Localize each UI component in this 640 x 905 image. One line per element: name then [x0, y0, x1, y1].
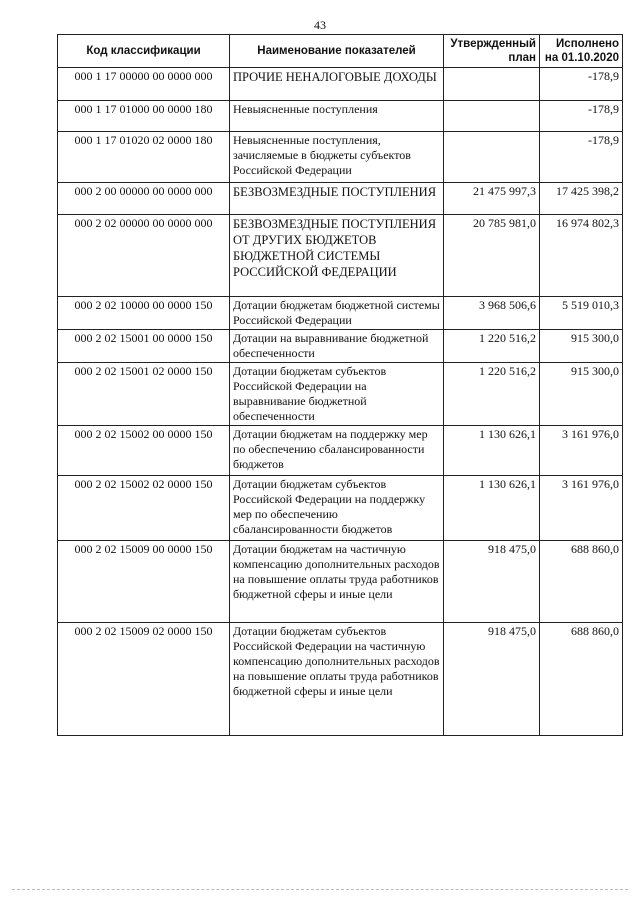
code-cell: 000 2 02 15001 00 0000 150	[58, 330, 230, 363]
name-cell: Невыясненные поступления	[230, 101, 444, 132]
fact-cell: 915 300,0	[540, 330, 623, 363]
plan-cell	[444, 68, 540, 101]
table-row	[58, 101, 623, 132]
fact-cell: 17 425 398,2	[540, 183, 623, 215]
fact-cell: 688 860,0	[540, 623, 623, 736]
fact-cell: 915 300,0	[540, 363, 623, 426]
plan-cell: 1 130 626,1	[444, 426, 540, 476]
header-plan	[444, 35, 540, 68]
plan-cell: 3 968 506,6	[444, 297, 540, 330]
table-row	[58, 215, 623, 297]
fact-cell: -178,9	[540, 132, 623, 183]
name-cell: Дотации бюджетам субъектов Российской Федерации на частичную компенсацию дополнительных расходов на повышение оплаты труда работников бюджетной сферы и иные цели	[230, 623, 444, 736]
plan-cell	[444, 101, 540, 132]
table-row	[58, 297, 623, 330]
table-header-row	[58, 35, 623, 68]
fact-cell: 688 860,0	[540, 541, 623, 623]
fact-cell: 16 974 802,3	[540, 215, 623, 297]
code-cell: 000 2 02 15002 02 0000 150	[58, 476, 230, 541]
plan-cell	[444, 132, 540, 183]
code-cell: 000 1 17 01020 02 0000 180	[58, 132, 230, 183]
name-cell: БЕЗВОЗМЕЗДНЫЕ ПОСТУПЛЕНИЯ	[230, 183, 444, 215]
table-row	[58, 132, 623, 183]
plan-cell: 918 475,0	[444, 541, 540, 623]
name-cell: БЕЗВОЗМЕЗДНЫЕ ПОСТУПЛЕНИЯ ОТ ДРУГИХ БЮДЖЕТОВ БЮДЖЕТНОЙ СИСТЕМЫ РОССИЙСКОЙ ФЕДЕРАЦИИ	[230, 215, 444, 297]
table-row	[58, 426, 623, 476]
fact-cell: -178,9	[540, 101, 623, 132]
code-cell: 000 1 17 00000 00 0000 000	[58, 68, 230, 101]
plan-cell: 1 220 516,2	[444, 363, 540, 426]
code-cell: 000 1 17 01000 00 0000 180	[58, 101, 230, 132]
table-row	[58, 363, 623, 426]
table-row	[58, 183, 623, 215]
name-cell: Дотации бюджетам на поддержку мер по обеспечению сбалансированности бюджетов	[230, 426, 444, 476]
header-code: Код классификации	[58, 35, 230, 68]
plan-cell: 1 130 626,1	[444, 476, 540, 541]
table-row	[58, 541, 623, 623]
footer-scan-line	[12, 889, 628, 890]
header-name: Наименование показателей	[230, 35, 444, 68]
code-cell: 000 2 00 00000 00 0000 000	[58, 183, 230, 215]
code-cell: 000 2 02 15009 02 0000 150	[58, 623, 230, 736]
name-cell: Дотации бюджетам субъектов Российской Федерации на выравнивание бюджетной обеспеченности	[230, 363, 444, 426]
code-cell: 000 2 02 00000 00 0000 000	[58, 215, 230, 297]
code-cell: 000 2 02 15009 00 0000 150	[58, 541, 230, 623]
fact-cell: 3 161 976,0	[540, 426, 623, 476]
header-plan-line1: Утвержденный	[450, 38, 536, 50]
header-plan-line2: план	[508, 52, 536, 64]
budget-revenue-table	[57, 34, 623, 736]
name-cell: ПРОЧИЕ НЕНАЛОГОВЫЕ ДОХОДЫ	[230, 68, 444, 101]
table-row	[58, 623, 623, 736]
fact-cell: 3 161 976,0	[540, 476, 623, 541]
name-cell: Дотации бюджетам бюджетной системы Российской Федерации	[230, 297, 444, 330]
table-row	[58, 68, 623, 101]
fact-cell: 5 519 010,3	[540, 297, 623, 330]
code-cell: 000 2 02 10000 00 0000 150	[58, 297, 230, 330]
name-cell: Дотации бюджетам на частичную компенсацию дополнительных расходов на повышение оплаты труда работников бюджетной сферы и иные цели	[230, 541, 444, 623]
name-cell: Дотации бюджетам субъектов Российской Федерации на поддержку мер по обеспечению сбалансированности бюджетов	[230, 476, 444, 541]
table-row	[58, 330, 623, 363]
code-cell: 000 2 02 15002 00 0000 150	[58, 426, 230, 476]
name-cell: Дотации на выравнивание бюджетной обеспеченности	[230, 330, 444, 363]
header-fact	[540, 35, 623, 68]
page-number: 43	[314, 18, 326, 32]
plan-cell: 20 785 981,0	[444, 215, 540, 297]
header-fact-line2: на 01.10.2020	[544, 52, 619, 64]
name-cell: Невыясненные поступления, зачисляемые в бюджеты субъектов Российской Федерации	[230, 132, 444, 183]
header-fact-line1: Исполнено	[556, 38, 619, 50]
plan-cell: 918 475,0	[444, 623, 540, 736]
fact-cell: -178,9	[540, 68, 623, 101]
table-row	[58, 476, 623, 541]
plan-cell: 1 220 516,2	[444, 330, 540, 363]
code-cell: 000 2 02 15001 02 0000 150	[58, 363, 230, 426]
plan-cell: 21 475 997,3	[444, 183, 540, 215]
